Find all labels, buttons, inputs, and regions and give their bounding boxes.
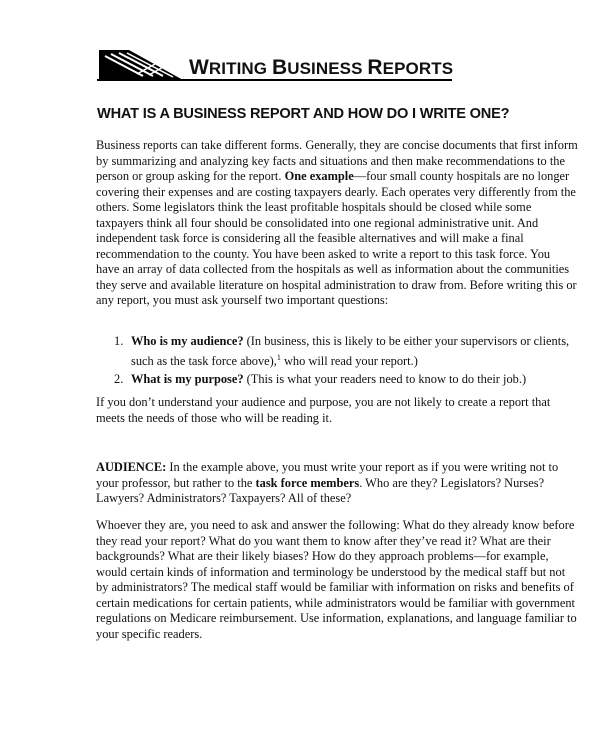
- question-list: [96, 334, 570, 388]
- audience-paragraph: AUDIENCE: In the example above, you must write your report as if you were writing not to your professor, but rather to the task force members. Who are they? Legislators? Nurses? Lawyers? Administrators? Taxpayers? All of these?: [96, 460, 559, 505]
- intro-paragraph: Business reports can take different forms. Generally, they are concise documents that first inform by summarizing and analyzing key facts and situations and then make recommendations to the person or group asking for the report. One example—four small county hospitals are no longer covering their expenses and are costing taxpayers dearly. Each operates very differently from the others. Some legislators think the least profitable hospitals should be closed while some taxpayers think all four should be consolidated into one regional administrative unit. And independent task force is considering all the feasible alternatives and will make a final recommendation to the county. You have been asked to write a report to this task force. You have an array of data collected from the hospitals as well as information about the communities they serve and available literature on hospital administration to draw from. Before writing this or any report, you must ask yourself two important questions:: [96, 138, 578, 307]
- report-logo-icon: [97, 48, 185, 80]
- section-heading: WHAT IS A BUSINESS REPORT AND HOW DO I WRITE ONE?: [97, 106, 510, 122]
- document-title: WRITING BUSINESS REPORTS: [189, 56, 454, 79]
- list-item-continuation: such as the task force above),$^1$ who will read your report.): [131, 352, 418, 368]
- header-rule: [97, 79, 452, 81]
- list-item: 1. Who is my audience? (In business, this is likely to be either your supervisors or clients,: [114, 334, 570, 348]
- advice-paragraph: If you don’t understand your audience and purpose, you are not likely to create a report that meets the needs of those who will be reading it.: [96, 395, 551, 425]
- example-label: One example: [284, 169, 354, 183]
- list-item: 2. What is my purpose? (This is what your readers need to know to do their job.): [114, 372, 527, 387]
- footnote-marker: 1: [276, 352, 281, 362]
- audience-label: AUDIENCE:: [96, 460, 167, 474]
- document-header: [97, 44, 537, 86]
- audience-questions-paragraph: Whoever they are, you need to ask and answer the following: What do they already know before they read your report? What do you want them to know after they’ve read it? What are their backgrounds? What are their likely biases? How do they approach problems—for example, would certain kinds of information and terminology be understood by the medical staff but not by administrators? The medical staff would be familiar with information on risks and benefits of certain medications for certain patients, while administrators would be familiar with government regulations on Medicare reimbursement. Use information, explanations, and language familiar to your specific readers.: [96, 518, 577, 641]
